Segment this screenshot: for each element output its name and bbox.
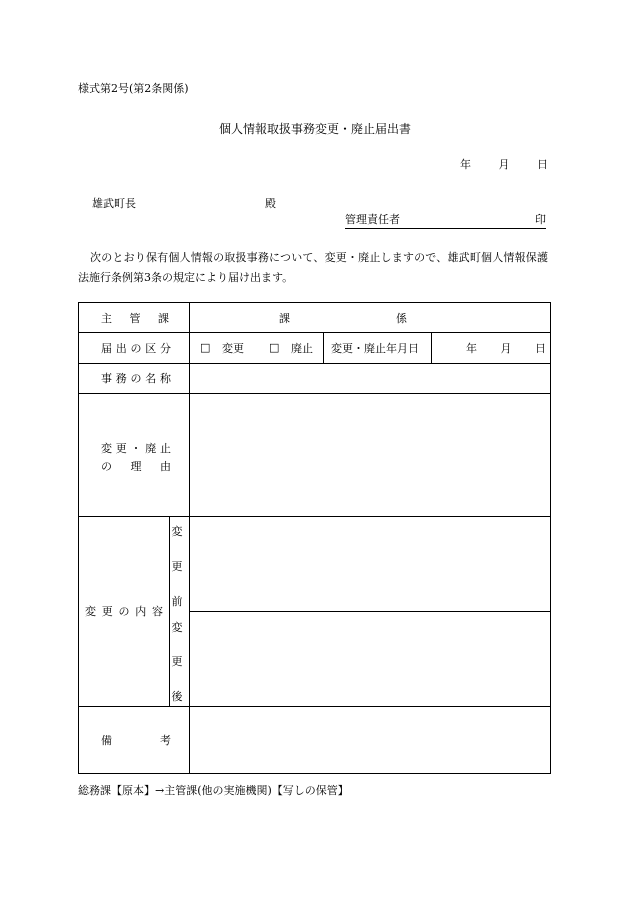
change-option-label: 変更 <box>222 341 244 355</box>
change-content-label: 変 更 の 内 容 <box>85 605 163 618</box>
before-label-char: 更 <box>171 560 183 573</box>
change-date-field[interactable]: 年 月 日 <box>466 341 546 355</box>
submission-date <box>460 156 548 172</box>
addressee: 雄武町長 <box>92 197 136 210</box>
manager-label: 管理責任者 <box>345 213 400 226</box>
document-title: 個人情報取扱事務変更・廃止届出書 <box>218 122 411 136</box>
intro-text: 次のとおり保有個人情報の取扱事務について、変更・廃止しますので、雄武町個人情報保護法施行条例第3条の規定により届け出ます。 <box>78 251 548 284</box>
task-name-label: 事 務 の 名 称 <box>101 372 171 385</box>
reason-label-line1: 変 更 ・ 廃 止 <box>101 442 171 455</box>
date-year-label: 年 <box>460 158 471 171</box>
task-name-field[interactable] <box>190 364 550 393</box>
dept-section-label: 課 <box>279 311 290 325</box>
change-date-label: 変更・廃止年月日 <box>331 341 419 355</box>
form-table <box>78 302 551 774</box>
abolish-option-label: 廃止 <box>291 341 313 355</box>
before-label-char: 前 <box>171 595 183 608</box>
reason-field[interactable] <box>190 394 550 516</box>
seal-mark: 印 <box>535 213 546 226</box>
manager-signature-line <box>345 211 546 229</box>
abolish-checkbox[interactable]: □ <box>269 341 280 354</box>
reason-label-line2: の 理 由 <box>101 460 171 473</box>
remarks-field[interactable] <box>190 707 550 773</box>
honorific: 殿 <box>265 197 276 210</box>
date-month-label: 月 <box>498 158 510 171</box>
content-before-field[interactable] <box>190 517 550 611</box>
dept-subsection-label: 係 <box>396 311 407 325</box>
routing-note: 総務課【原本】→主管課(他の実施機関)【写しの保管】 <box>78 784 349 797</box>
change-checkbox[interactable]: □ <box>200 341 211 354</box>
dept-label: 主 管 課 <box>101 311 169 325</box>
form-number-label: 様式第2号(第2条関係) <box>78 82 189 95</box>
date-day-label: 日 <box>537 158 548 171</box>
before-label-char: 変 <box>171 525 183 538</box>
after-label-char: 更 <box>171 655 183 668</box>
after-label-char: 変 <box>171 621 183 634</box>
notice-type-label: 届 出 の 区 分 <box>101 341 171 355</box>
after-label-char: 後 <box>171 690 183 703</box>
content-after-field[interactable] <box>190 612 550 706</box>
remarks-label: 備 考 <box>101 733 171 747</box>
